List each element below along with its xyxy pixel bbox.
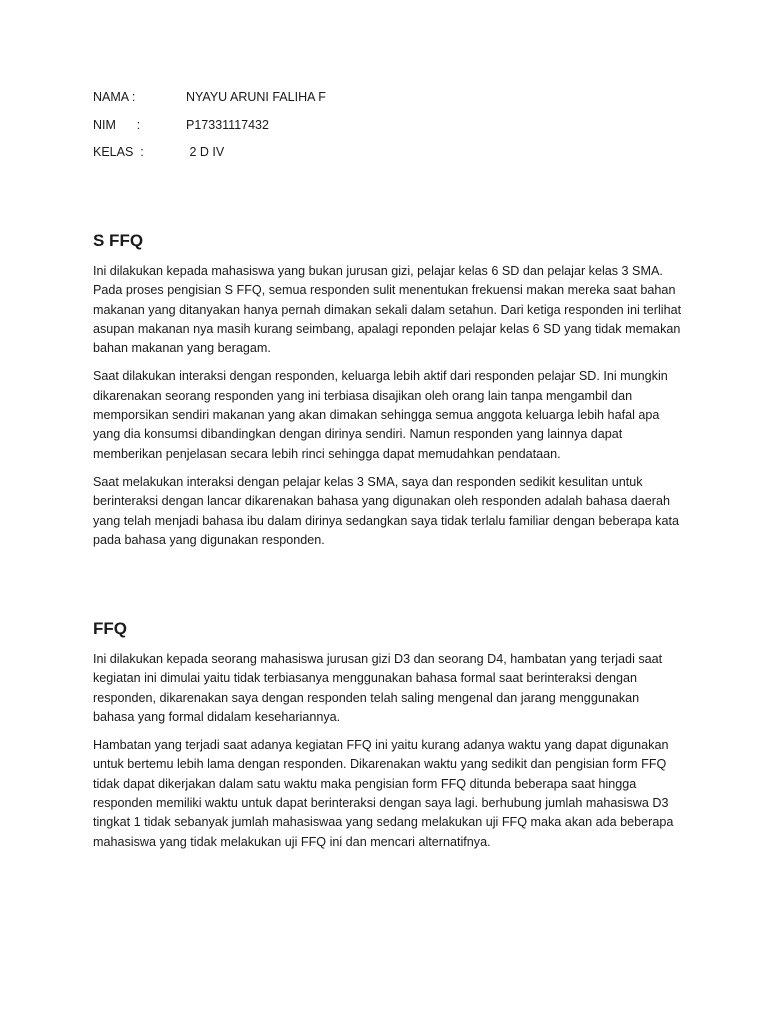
ffq-paragraph-2: Hambatan yang terjadi saat adanya kegiatan FFQ ini yaitu kurang adanya waktu yang dapat digunakan untuk bertemu lebih lama dengan responden. Dikarenakan waktu yang sedikit dan pengisian form FFQ tidak dapat dikerjakan dalam satu waktu maka pengisian form FFQ ditunda beberapa saat hingga responden memiliki waktu untuk dapat berinteraksi dengan saya lagi. berhubung jumlah mahasiswa D3 tingkat 1 tidak sebanyak jumlah mahasiswaa yang sedang melakukan uji FFQ maka akan ada beberapa mahasiswa yang tidak melakukan uji FFQ ini dan mencari alternatifnya. <box>93 738 674 849</box>
nim-value: P17331117432 <box>186 117 269 132</box>
identity-block <box>93 88 593 171</box>
section-ffq <box>93 618 683 861</box>
ffq-paragraph-1: Ini dilakukan kepada seorang mahasiswa jurusan gizi D3 dan seorang D4, hambatan yang terjadi saat kegiatan ini dimulai yaitu tidak terbiasanya menggunakan bahasa formal saat berinteraksi dengan responden, dikarenakan saya dengan responden telah saling mengenal dan jarang menggunakan bahasa yang formal didalam kesehariannya. <box>93 652 663 724</box>
identity-row-nama <box>93 88 593 116</box>
sffq-paragraph-3: Saat melakukan interaksi dengan pelajar kelas 3 SMA, saya dan responden sedikit kesulitan untuk berinteraksi dengan lancar dikarenakan bahasa yang digunakan oleh responden adalah bahasa daerah yang telah menjadi bahasa ibu dalam dirinya sedangkan saya tidak terlalu familiar dengan beberapa kata pada bahasa yang digunakan responden. <box>93 474 679 547</box>
nama-value: NYAYU ARUNI FALIHA F <box>186 90 326 104</box>
identity-row-kelas <box>93 143 593 171</box>
nim-label: NIM : <box>93 117 141 132</box>
sffq-paragraph-1: Ini dilakukan kepada mahasiswa yang bukan jurusan gizi, pelajar kelas 6 SD dan pelajar kelas 3 SMA. Pada proses pengisian S FFQ, semua responden sulit menentukan frekuensi makan mereka saat bahan makanan yang ditanyakan hanya pernah dimakan sekali dalam setahun. Dari ketiga responden ini terlihat asupan makanan nya masih kurang seimbang, apalagi reponden pelajar kelas 6 SD yang tidak memakan bahan makanan yang beragam. <box>93 264 682 356</box>
section-title-sffq: S FFQ <box>93 231 144 250</box>
sffq-paragraph-2: Saat dilakukan interaksi dengan responden, keluarga lebih aktif dari responden pelajar SD. Ini mungkin dikarenakan seorang responden yang ini terbiasa disajikan oleh orang lain tanpa mengambil dan memporsikan sendiri makanan yang akan dimakan sehingga semua anggota keluarga lebih hafal apa yang dia konsumsi dibandingkan dengan dirinya sendiri. Namun responden yang lainnya dapat memberikan penjelasan secara lebih rinci sehingga dapat memudahkan pendataan. <box>93 369 668 461</box>
section-title-ffq: FFQ <box>93 619 127 638</box>
identity-row-nim <box>93 116 593 144</box>
section-sffq <box>93 230 683 559</box>
kelas-value: 2 D IV <box>186 145 225 159</box>
nama-label: NAMA : <box>93 90 136 104</box>
kelas-label: KELAS : <box>93 145 144 159</box>
